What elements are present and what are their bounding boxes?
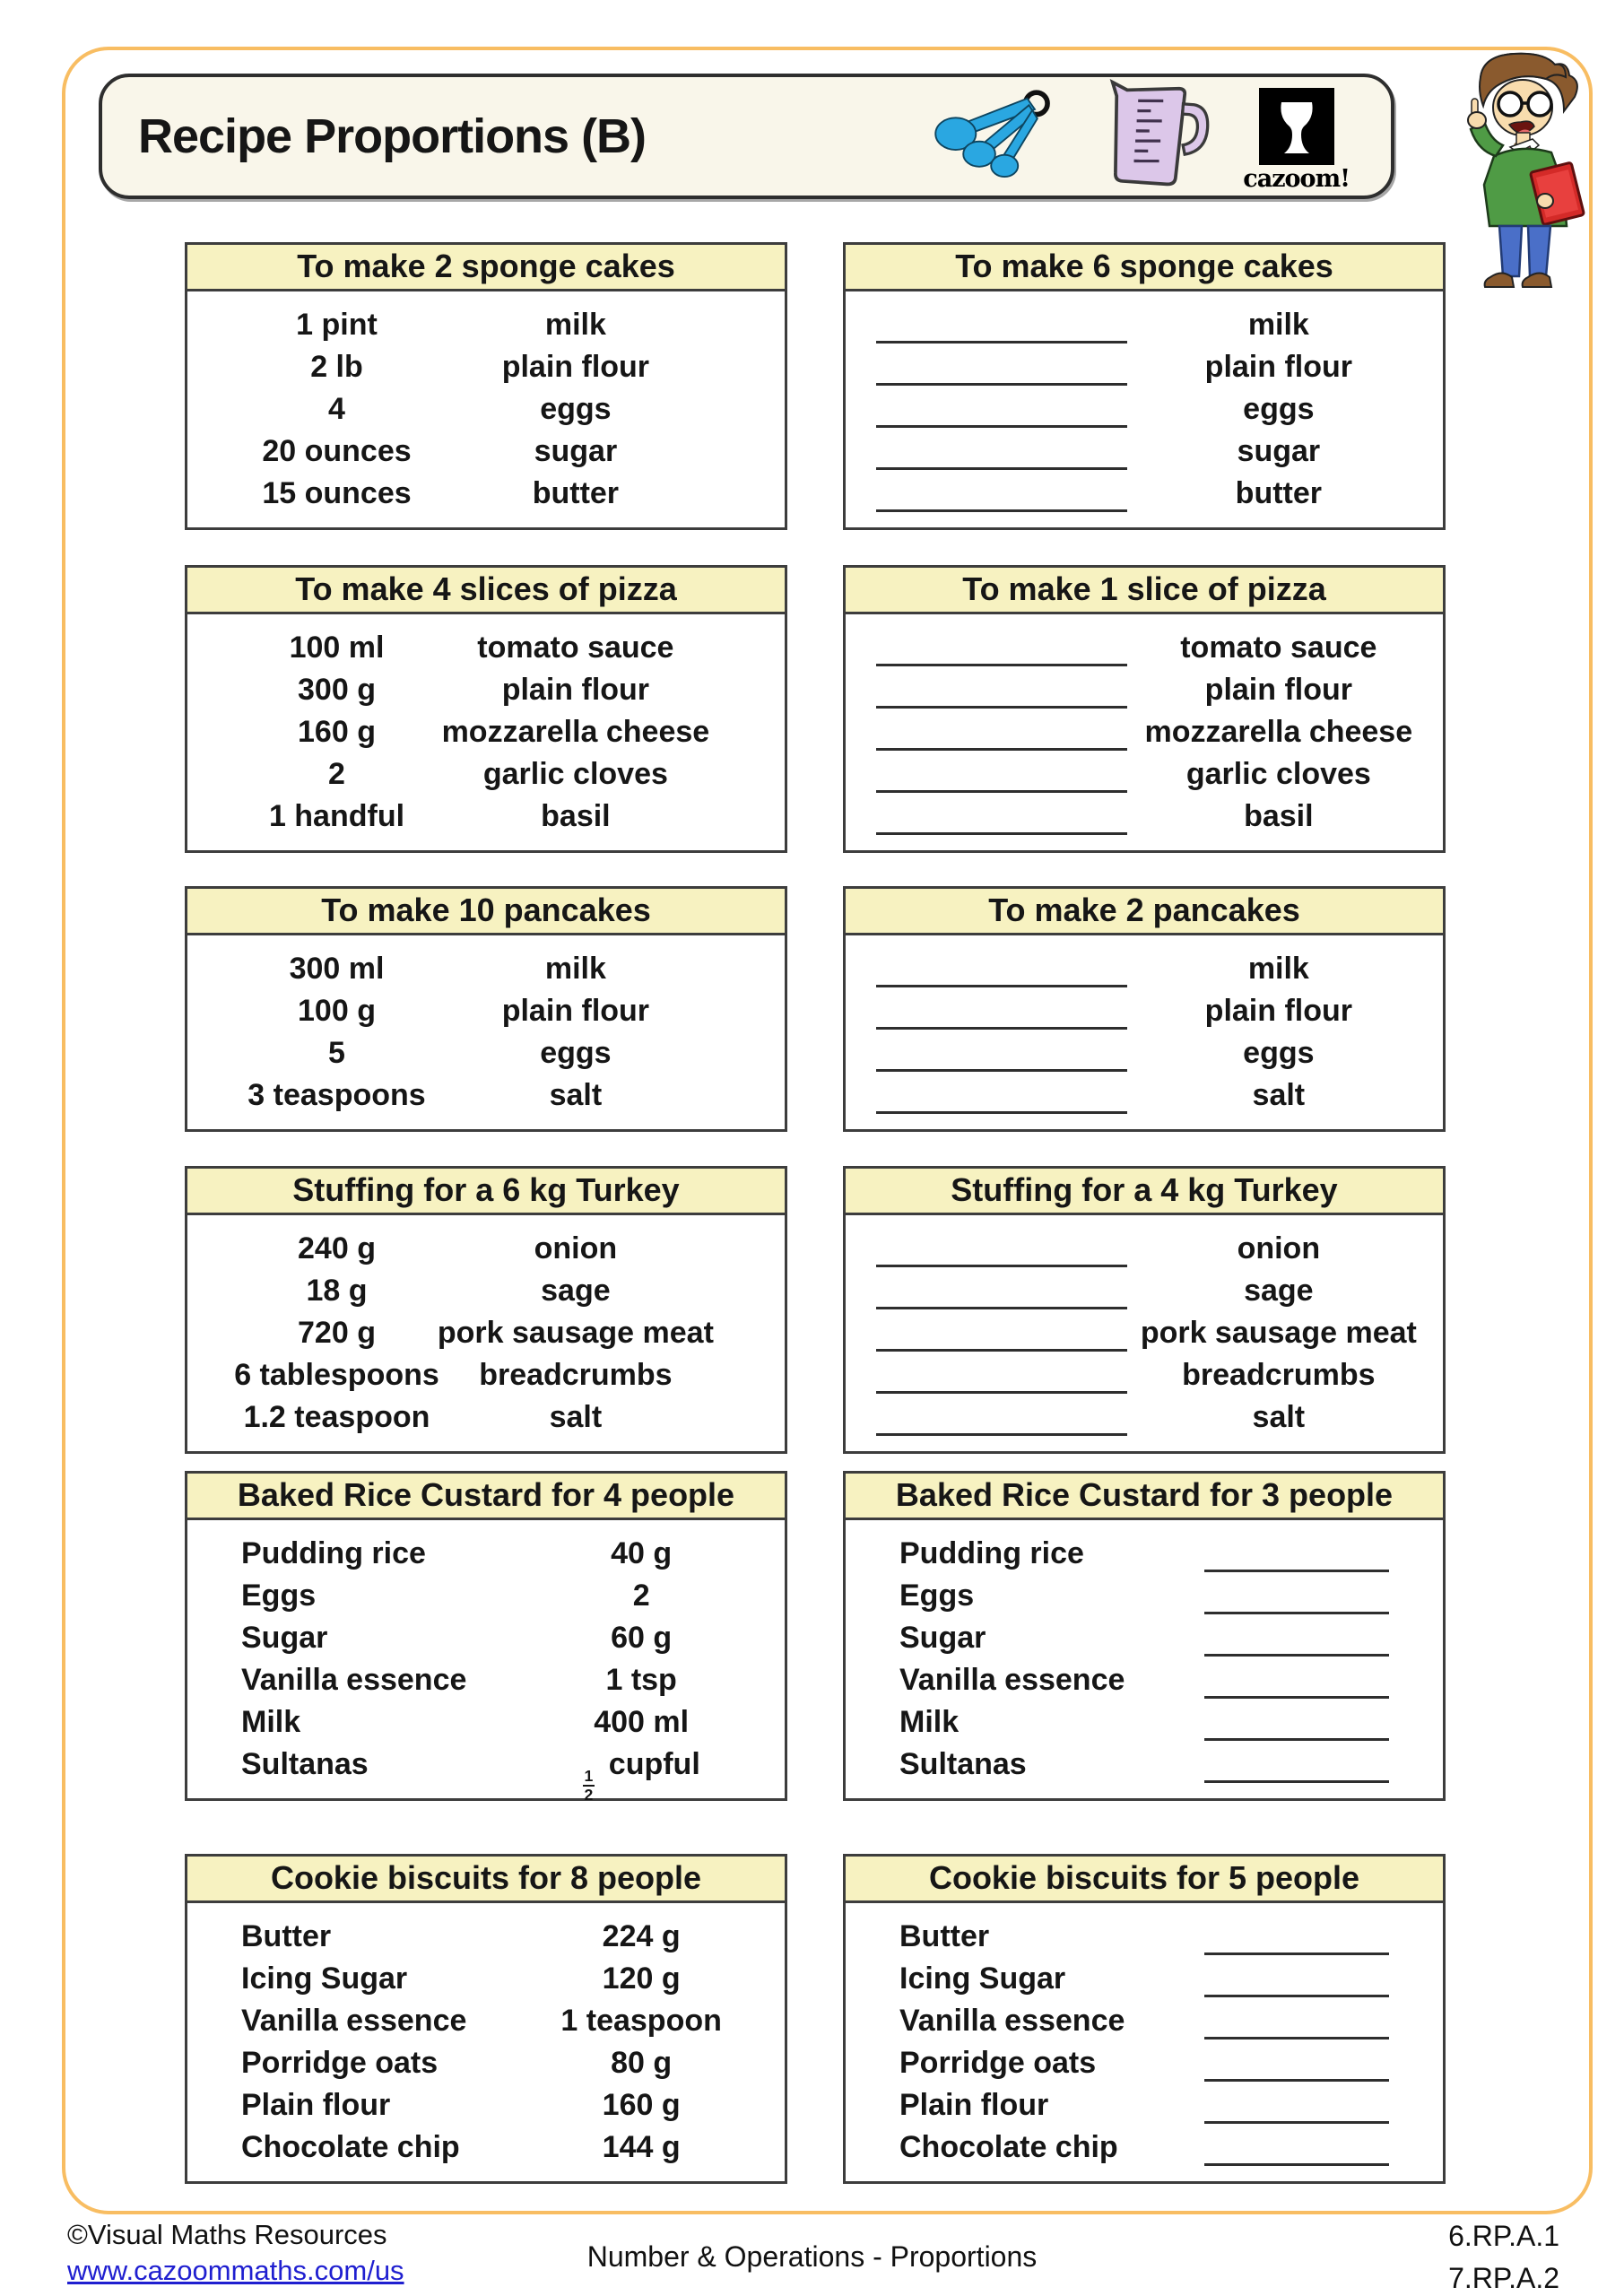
ingredient-quantity: 20 ounces [262,434,412,468]
ingredient-row [846,2042,1443,2084]
ingredient-name: garlic cloves [482,757,668,791]
answer-blank[interactable] [1204,1780,1389,1783]
answer-blank[interactable] [1204,1952,1389,1955]
answer-blank[interactable] [876,985,1127,987]
answer-blank[interactable] [876,1027,1127,1030]
ingredient-row [846,388,1443,430]
ingredient-row [846,1074,1443,1117]
ingredient-row [187,430,785,473]
ingredient-row [846,1228,1443,1270]
ingredient-row [846,669,1443,711]
ingredient-row [187,948,785,990]
ingredient-name: sage [1244,1274,1314,1308]
answer-blank[interactable] [1204,2037,1389,2039]
answer-blank[interactable] [1204,1570,1389,1572]
recipe-card-title: To make 2 pancakes [846,889,1443,935]
ingredient-row [187,1354,785,1396]
ingredient-quantity: 5 [328,1036,345,1070]
ingredient-quantity: 100 ml [289,631,385,665]
ingredient-row [187,2084,785,2126]
recipe-pair-row [185,1471,1446,1805]
ingredient-row [187,304,785,346]
ingredient-name: Butter [241,1919,332,1953]
ingredient-row [187,1617,785,1659]
ingredient-name: salt [1252,1078,1306,1112]
recipe-card-title: Cookie biscuits for 8 people [187,1857,785,1903]
ingredient-name: milk [544,952,606,986]
ingredient-name: basil [541,799,611,833]
ingredient-row [187,711,785,753]
ingredient-name: Vanilla essence [899,1663,1125,1697]
recipe-card-title: To make 10 pancakes [187,889,785,935]
ingredient-name: milk [1247,952,1309,986]
ingredient-name: tomato sauce [1180,631,1377,665]
ingredient-row [187,1032,785,1074]
ingredient-name: sage [541,1274,611,1308]
ingredient-name: pork sausage meat [1140,1316,1417,1350]
recipe-card [185,1471,787,1805]
ingredient-list [187,291,785,527]
ingredient-name: plain flour [501,673,650,707]
recipe-card [843,565,1446,853]
ingredient-list [846,614,1443,850]
ingredient-name: sugar [1237,434,1321,468]
answer-blank[interactable] [876,748,1127,751]
ingredient-row [846,1916,1443,1958]
ingredient-list [846,291,1443,527]
recipe-card-title: To make 4 slices of pizza [187,568,785,614]
ingredient-row [846,1312,1443,1354]
footer-standards [1448,2215,1559,2296]
ingredient-row [187,990,785,1032]
ingredient-quantity: 224 g [602,1919,681,1953]
ingredient-row [846,1617,1443,1659]
ingredient-quantity: 240 g [298,1231,376,1265]
ingredient-row [846,711,1443,753]
footer-topic: Number & Operations - Proportions [586,2240,1038,2273]
ingredient-row [187,346,785,388]
ingredient-name: plain flour [501,350,650,384]
ingredient-row [187,1074,785,1117]
answer-blank[interactable] [876,1391,1127,1394]
ingredient-name: salt [1252,1400,1306,1434]
ingredient-name: eggs [1243,1036,1315,1070]
ingredient-quantity: 720 g [298,1316,376,1350]
ingredient-name: Chocolate chip [899,2130,1118,2164]
answer-blank[interactable] [876,790,1127,793]
recipe-card-title: To make 2 sponge cakes [187,245,785,291]
recipe-pair-row [185,242,1446,530]
answer-blank[interactable] [1204,1696,1389,1699]
ingredient-row [187,2126,785,2169]
answer-blank[interactable] [1204,2121,1389,2124]
ingredient-name: tomato sauce [477,631,674,665]
ingredient-list [187,1215,785,1451]
ingredient-row [846,753,1443,796]
ingredient-row [187,2000,785,2042]
ingredient-row [846,948,1443,990]
ingredient-row [846,990,1443,1032]
ingredient-row [846,1270,1443,1312]
ingredient-quantity: 2 [328,757,345,791]
answer-blank[interactable] [1204,1995,1389,1997]
standard-code: 7.RP.A.2 [1448,2262,1559,2294]
ingredient-name: Icing Sugar [241,1961,408,1996]
ingredient-name: Plain flour [241,2088,391,2122]
ingredient-name: basil [1244,799,1314,833]
recipe-card [185,565,787,853]
recipe-card-title: Baked Rice Custard for 4 people [187,1474,785,1520]
ingredient-name: Sugar [241,1621,328,1655]
ingredient-row [846,473,1443,515]
ingredient-row [187,1958,785,2000]
ingredient-row [187,388,785,430]
ingredient-quantity: 15 ounces [262,476,412,510]
ingredient-quantity: 300 ml [289,952,385,986]
ingredient-quantity: 160 g [298,715,376,749]
copyright-text: ©Visual Maths Resources [67,2219,387,2250]
recipe-card-title: To make 6 sponge cakes [846,245,1443,291]
ingredient-name: onion [534,1231,618,1265]
ingredient-name: Eggs [899,1578,975,1613]
ingredient-quantity: 1 handful [268,799,405,833]
page-title: Recipe Proportions (B) [138,109,647,163]
recipe-card-title: Cookie biscuits for 5 people [846,1857,1443,1903]
ingredient-row [187,1575,785,1617]
answer-blank[interactable] [1204,2079,1389,2082]
answer-blank[interactable] [876,509,1127,512]
ingredient-name: garlic cloves [1185,757,1371,791]
ingredient-list [846,1903,1443,2181]
ingredient-name: Vanilla essence [241,2004,467,2038]
cazoom-logo-text: cazoom! [1243,164,1350,193]
ingredient-name: Chocolate chip [241,2130,460,2164]
ingredient-name: pork sausage meat [437,1316,714,1350]
recipe-card [843,242,1446,530]
ingredient-quantity: 40 g [611,1536,673,1570]
answer-blank[interactable] [1204,1612,1389,1614]
ingredient-list [187,1520,785,1805]
answer-blank[interactable] [876,1349,1127,1352]
ingredient-row [846,346,1443,388]
ingredient-name: eggs [1243,392,1315,426]
ingredient-row [187,1312,785,1354]
ingredient-row [187,1228,785,1270]
ingredient-name: plain flour [1204,350,1352,384]
recipe-pair-row [185,886,1446,1132]
ingredient-row [187,1533,785,1575]
ingredient-row [846,627,1443,669]
ingredient-row [846,796,1443,838]
ingredient-name: milk [544,308,606,342]
ingredient-row [846,1533,1443,1575]
ingredient-row [846,2000,1443,2042]
answer-blank[interactable] [876,1433,1127,1436]
ingredient-name: onion [1237,1231,1321,1265]
teacher-character-illustration [1431,48,1611,300]
answer-blank[interactable] [876,1069,1127,1072]
ingredient-name: milk [1247,308,1309,342]
ingredient-name: Sultanas [241,1747,369,1781]
ingredient-name: Sultanas [899,1747,1027,1781]
ingredient-row [846,1032,1443,1074]
recipe-pair-row [185,1854,1446,2184]
ingredient-name: salt [549,1400,603,1434]
ingredient-row [187,2042,785,2084]
ingredient-name: mozzarella cheese [1144,715,1413,749]
ingredient-quantity: 1.2 teaspoon [243,1400,430,1434]
ingredient-row [187,1270,785,1312]
answer-blank[interactable] [876,664,1127,666]
ingredient-name: Milk [899,1705,960,1739]
ingredient-name: Porridge oats [899,2046,1097,2080]
answer-blank[interactable] [876,706,1127,709]
ingredient-name: Vanilla essence [899,2004,1125,2038]
ingredient-row [187,1659,785,1701]
ingredient-quantity: 6 tablespoons [234,1358,439,1392]
ingredient-name: plain flour [501,994,650,1028]
ingredient-quantity: 2 lb [310,350,363,384]
recipe-card [185,242,787,530]
ingredient-row [187,627,785,669]
ingredient-list [846,1215,1443,1451]
ingredient-name: breadcrumbs [479,1358,673,1392]
ingredient-row [187,1744,785,1805]
recipe-card [185,1854,787,2184]
ingredient-list [187,935,785,1129]
ingredient-quantity: 3 teaspoons [248,1078,426,1112]
ingredient-row [187,473,785,515]
ingredient-row [187,669,785,711]
ingredient-name: Milk [241,1705,301,1739]
answer-blank[interactable] [876,383,1127,386]
ingredient-name: sugar [534,434,618,468]
ingredient-name: plain flour [1204,994,1352,1028]
ingredient-row [846,1744,1443,1786]
ingredient-list [187,614,785,850]
ingredient-quantity: 300 g [298,673,376,707]
ingredient-quantity: 144 g [602,2130,681,2164]
ingredient-list [187,1903,785,2181]
ingredient-row [846,1575,1443,1617]
website-link[interactable]: www.cazoommaths.com/us [67,2255,404,2286]
ingredient-quantity: 160 g [602,2088,681,2122]
recipe-card [185,886,787,1132]
ingredient-name: breadcrumbs [1182,1358,1376,1392]
ingredient-row [187,1916,785,1958]
ingredient-quantity: $\frac{1}{2}$ cupful [584,1747,700,1805]
recipe-card [185,1166,787,1454]
ingredient-name: eggs [540,1036,612,1070]
ingredient-quantity: 80 g [611,2046,673,2080]
ingredient-row [187,753,785,796]
ingredient-quantity: 1 pint [296,308,378,342]
ingredient-quantity: 100 g [298,994,376,1028]
ingredient-name: mozzarella cheese [441,715,710,749]
ingredient-list [846,935,1443,1129]
ingredient-quantity: 120 g [602,1961,681,1996]
ingredient-row [846,1701,1443,1744]
ingredient-name: Butter [899,1919,990,1953]
answer-blank[interactable] [876,832,1127,835]
answer-blank[interactable] [1204,2163,1389,2166]
recipe-pair-row [185,565,1446,853]
recipe-card-title: Stuffing for a 4 kg Turkey [846,1169,1443,1215]
ingredient-name: Pudding rice [899,1536,1084,1570]
ingredient-row [846,430,1443,473]
ingredient-row [846,2084,1443,2126]
ingredient-quantity: 4 [328,392,345,426]
ingredient-quantity: 18 g [306,1274,368,1308]
ingredient-row [187,1701,785,1744]
ingredient-list [846,1520,1443,1798]
ingredient-row [187,796,785,838]
recipe-card [843,1854,1446,2184]
ingredient-row [846,1659,1443,1701]
ingredient-row [846,304,1443,346]
answer-blank[interactable] [876,467,1127,470]
standard-code: 6.RP.A.1 [1448,2220,1559,2252]
ingredient-name: butter [532,476,620,510]
ingredient-quantity: 1 tsp [605,1663,677,1697]
ingredient-name: plain flour [1204,673,1352,707]
recipe-card [843,886,1446,1132]
answer-blank[interactable] [1204,1654,1389,1657]
recipe-card [843,1166,1446,1454]
recipe-pair-row [185,1166,1446,1454]
ingredient-name: Vanilla essence [241,1663,467,1697]
ingredient-row [187,1396,785,1439]
ingredient-name: Pudding rice [241,1536,426,1570]
ingredient-quantity: 2 [632,1578,650,1613]
ingredient-row [846,1958,1443,2000]
answer-blank[interactable] [876,341,1127,344]
recipe-card-title: To make 1 slice of pizza [846,568,1443,614]
ingredient-row [846,2126,1443,2169]
ingredient-row [846,1396,1443,1439]
recipe-card [843,1471,1446,1801]
recipe-card-title: Baked Rice Custard for 3 people [846,1474,1443,1520]
ingredient-quantity: 1 teaspoon [560,2004,722,2038]
ingredient-quantity: 400 ml [594,1705,690,1739]
ingredient-row [846,1354,1443,1396]
fraction: $\frac{1}{2}$ [584,1766,594,1805]
ingredient-name: butter [1235,476,1322,510]
answer-blank[interactable] [876,1307,1127,1309]
answer-blank[interactable] [876,425,1127,428]
answer-blank[interactable] [1204,1738,1389,1741]
ingredient-name: eggs [540,392,612,426]
ingredient-name: Icing Sugar [899,1961,1066,1996]
answer-blank[interactable] [876,1265,1127,1267]
ingredient-name: Sugar [899,1621,986,1655]
ingredient-name: Plain flour [899,2088,1049,2122]
ingredient-name: Porridge oats [241,2046,439,2080]
ingredient-name: Eggs [241,1578,317,1613]
recipe-card-title: Stuffing for a 6 kg Turkey [187,1169,785,1215]
ingredient-quantity: 60 g [611,1621,673,1655]
answer-blank[interactable] [876,1111,1127,1114]
ingredient-name: salt [549,1078,603,1112]
